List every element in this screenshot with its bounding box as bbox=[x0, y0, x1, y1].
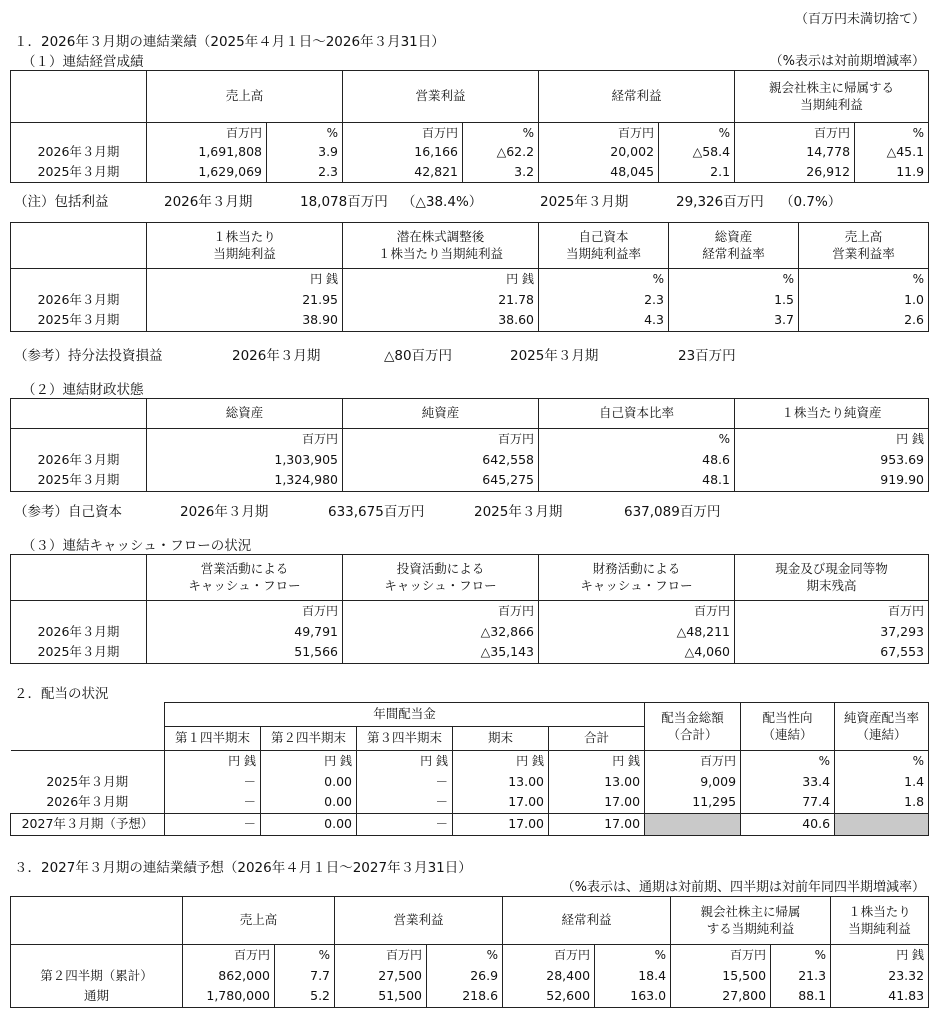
header-l2: キャッシュ・フロー bbox=[580, 577, 693, 593]
cell: 5.2 bbox=[275, 987, 335, 1008]
unit: 百万円 bbox=[735, 601, 929, 622]
cell: 21.95 bbox=[147, 290, 343, 311]
cell: 17.00 bbox=[549, 814, 645, 836]
cell: 48.1 bbox=[539, 471, 735, 492]
comprehensive-income-year2: 2025年３月期 bbox=[540, 194, 629, 210]
unit-pct: % bbox=[855, 123, 929, 143]
header-bps: １株当たり純資産 bbox=[735, 399, 929, 429]
header-equity-ratio: 自己資本比率 bbox=[539, 399, 735, 429]
header-total: 合計 bbox=[549, 727, 645, 751]
equity-method-year1: 2026年３月期 bbox=[232, 348, 321, 364]
corner-cell bbox=[11, 223, 147, 269]
cell: 26,912 bbox=[735, 163, 855, 183]
unit-pct: % bbox=[539, 269, 669, 290]
unit-pct: % bbox=[267, 123, 343, 143]
header-l2: 営業利益率 bbox=[832, 245, 895, 261]
row-label: 2025年３月期 bbox=[11, 163, 147, 183]
header-l2: キャッシュ・フロー bbox=[384, 577, 497, 593]
rounding-note: （百万円未満切捨て） bbox=[794, 12, 925, 27]
cell: － bbox=[357, 814, 453, 836]
section5-title: ３．2027年３月期の連結業績予想（2026年４月１日～2027年３月31日） bbox=[14, 860, 472, 876]
cell: 17.00 bbox=[453, 814, 549, 836]
unit-yen: 百万円 bbox=[343, 123, 463, 143]
row-label: 2026年３月期 bbox=[11, 290, 147, 311]
header-roa bbox=[669, 223, 799, 269]
cell: 0.00 bbox=[261, 814, 357, 836]
cell: 2.1 bbox=[659, 163, 735, 183]
corner-cell bbox=[11, 555, 147, 601]
cell: 21.3 bbox=[771, 966, 831, 987]
equity-method-value2: 23百万円 bbox=[678, 348, 736, 364]
unit: % bbox=[741, 751, 835, 772]
section5-pct-note: （%表示は、通期は対前期、四半期は対前年同四半期増減率） bbox=[561, 880, 925, 895]
equity-ref-value2: 637,089百万円 bbox=[624, 504, 721, 520]
header-l1: 配当金総額 bbox=[661, 709, 724, 725]
cell: △4,060 bbox=[539, 643, 735, 664]
cell: 13.00 bbox=[453, 772, 549, 793]
cell: － bbox=[165, 793, 261, 814]
cell: 1,780,000 bbox=[183, 987, 275, 1008]
cell: 23.32 bbox=[831, 966, 929, 987]
cell: 1.8 bbox=[835, 793, 929, 814]
header-l1: 自己資本 bbox=[578, 228, 629, 244]
header-l1: 潜在株式調整後 bbox=[396, 228, 485, 244]
header-l2: する当期純利益 bbox=[706, 920, 795, 936]
cell: 52,600 bbox=[503, 987, 595, 1008]
header-net-assets: 純資産 bbox=[343, 399, 539, 429]
row-label: 2025年３月期 bbox=[11, 643, 147, 664]
header-ordinary-profit: 経常利益 bbox=[539, 71, 735, 123]
cell: 77.4 bbox=[741, 793, 835, 814]
unit: % bbox=[427, 945, 503, 966]
section1-sub: （１）連結経営成績 bbox=[22, 54, 144, 70]
cell: 862,000 bbox=[183, 966, 275, 987]
cell: 218.6 bbox=[427, 987, 503, 1008]
unit: % bbox=[835, 751, 929, 772]
section2-sub: （２）連結財政状態 bbox=[22, 382, 144, 398]
unit: 百万円 bbox=[645, 751, 741, 772]
header-l2: 当期純利益 bbox=[848, 920, 911, 936]
row-label: 2026年３月期 bbox=[11, 143, 147, 163]
cell: △58.4 bbox=[659, 143, 735, 163]
cell: 2.6 bbox=[799, 311, 929, 332]
equity-method-year2: 2025年３月期 bbox=[510, 348, 599, 364]
unit: 円 銭 bbox=[831, 945, 929, 966]
corner-cell bbox=[11, 897, 183, 945]
cell: 18.4 bbox=[595, 966, 671, 987]
table-row bbox=[11, 987, 929, 1008]
cell: 33.4 bbox=[741, 772, 835, 793]
header-l1: 売上高 bbox=[844, 228, 883, 244]
unit: 円 銭 bbox=[735, 429, 929, 450]
equity-ref-year2: 2025年３月期 bbox=[474, 504, 563, 520]
unit: 百万円 bbox=[343, 429, 539, 450]
operating-results-table bbox=[10, 70, 929, 183]
header-eps bbox=[147, 223, 343, 269]
header-l1: 財務活動による bbox=[592, 560, 681, 576]
cell: 48.6 bbox=[539, 450, 735, 471]
cell: － bbox=[165, 814, 261, 836]
unit: 円 銭 bbox=[165, 751, 261, 772]
equity-method-label: （参考）持分法投資損益 bbox=[14, 348, 163, 364]
row-label: 2025年３月期 bbox=[11, 311, 147, 332]
cell: 1,629,069 bbox=[147, 163, 267, 183]
table-row bbox=[11, 793, 929, 814]
cell: 38.90 bbox=[147, 311, 343, 332]
table-row bbox=[11, 622, 929, 643]
section4-title: ２．配当の状況 bbox=[14, 686, 109, 702]
header-net-income-l1: 親会社株主に帰属する bbox=[769, 79, 895, 95]
header-sales: 売上高 bbox=[147, 71, 343, 123]
cell: 27,500 bbox=[335, 966, 427, 987]
header-eps bbox=[831, 897, 929, 945]
header-cash-end bbox=[735, 555, 929, 601]
unit: % bbox=[275, 945, 335, 966]
cell: 1.0 bbox=[799, 290, 929, 311]
cell: 14,778 bbox=[735, 143, 855, 163]
table-row bbox=[11, 471, 929, 492]
unit: 百万円 bbox=[539, 601, 735, 622]
table-row bbox=[11, 311, 929, 332]
corner-cell bbox=[11, 399, 147, 429]
cell: 27,800 bbox=[671, 987, 771, 1008]
cell: 13.00 bbox=[549, 772, 645, 793]
unit-row-label bbox=[11, 751, 165, 772]
unit-row-label bbox=[11, 429, 147, 450]
comprehensive-income-label: （注）包括利益 bbox=[14, 194, 109, 210]
cell: △45.1 bbox=[855, 143, 929, 163]
cell: △35,143 bbox=[343, 643, 539, 664]
unit: 円 銭 bbox=[357, 751, 453, 772]
unit-pct: % bbox=[669, 269, 799, 290]
cell: 645,275 bbox=[343, 471, 539, 492]
header-l2: 経常利益率 bbox=[702, 245, 765, 261]
header-net-income bbox=[671, 897, 831, 945]
cell: 7.7 bbox=[275, 966, 335, 987]
unit-pct: % bbox=[659, 123, 735, 143]
header-l2: （連結） bbox=[762, 726, 813, 742]
section1-pct-note: （%表示は対前期増減率） bbox=[769, 54, 925, 69]
table-row bbox=[11, 966, 929, 987]
cell: 15,500 bbox=[671, 966, 771, 987]
unit: 百万円 bbox=[147, 429, 343, 450]
header-year-end: 期末 bbox=[453, 727, 549, 751]
table-row bbox=[11, 163, 929, 183]
cell: 41.83 bbox=[831, 987, 929, 1008]
header-l2: 期末残高 bbox=[806, 577, 857, 593]
header-q2: 第２四半期末 bbox=[261, 727, 357, 751]
cell: 642,558 bbox=[343, 450, 539, 471]
unit-row-label bbox=[11, 269, 147, 290]
table-row bbox=[11, 290, 929, 311]
header-operating-margin bbox=[799, 223, 929, 269]
unit: 百万円 bbox=[147, 601, 343, 622]
cell: 9,009 bbox=[645, 772, 741, 793]
unit-row-label bbox=[11, 945, 183, 966]
header-l1: 総資産 bbox=[714, 228, 753, 244]
header-roe bbox=[539, 223, 669, 269]
unit-row-label bbox=[11, 601, 147, 622]
cell: 919.90 bbox=[735, 471, 929, 492]
header-q1: 第１四半期末 bbox=[165, 727, 261, 751]
cell: 88.1 bbox=[771, 987, 831, 1008]
cell: 16,166 bbox=[343, 143, 463, 163]
unit-yen-sen: 円 銭 bbox=[343, 269, 539, 290]
cell: 26.9 bbox=[427, 966, 503, 987]
header-doe bbox=[835, 703, 929, 751]
unit: 百万円 bbox=[671, 945, 771, 966]
unit: 百万円 bbox=[343, 601, 539, 622]
unit: 円 銭 bbox=[453, 751, 549, 772]
unit-yen-sen: 円 銭 bbox=[147, 269, 343, 290]
header-l2: キャッシュ・フロー bbox=[188, 577, 301, 593]
cell: 51,500 bbox=[335, 987, 427, 1008]
unit-yen: 百万円 bbox=[147, 123, 267, 143]
row-label: 第２四半期（累計） bbox=[11, 966, 183, 987]
equity-method-value1: △80百万円 bbox=[384, 348, 453, 364]
header-payout-ratio bbox=[741, 703, 835, 751]
comprehensive-income-value1: 18,078百万円 bbox=[300, 194, 388, 210]
cell: － bbox=[357, 793, 453, 814]
header-annual-dividend: 年間配当金 bbox=[165, 703, 645, 727]
corner-cell bbox=[11, 703, 165, 751]
header-l1: １株当たり bbox=[213, 228, 276, 244]
header-operating-cf bbox=[147, 555, 343, 601]
cell: 67,553 bbox=[735, 643, 929, 664]
row-label: 2025年３月期 bbox=[11, 772, 165, 793]
header-diluted-eps bbox=[343, 223, 539, 269]
table-row bbox=[11, 643, 929, 664]
equity-ref-year1: 2026年３月期 bbox=[180, 504, 269, 520]
row-label: 2026年３月期 bbox=[11, 622, 147, 643]
header-ordinary-profit: 経常利益 bbox=[503, 897, 671, 945]
unit: 百万円 bbox=[183, 945, 275, 966]
cell: 17.00 bbox=[549, 793, 645, 814]
cell: 48,045 bbox=[539, 163, 659, 183]
header-l1: 親会社株主に帰属 bbox=[700, 903, 801, 919]
cell: 1,324,980 bbox=[147, 471, 343, 492]
header-sales: 売上高 bbox=[183, 897, 335, 945]
unit: % bbox=[539, 429, 735, 450]
table-row bbox=[11, 143, 929, 163]
header-l1: 配当性向 bbox=[762, 709, 813, 725]
header-l2: 当期純利益率 bbox=[565, 245, 641, 261]
cell: 953.69 bbox=[735, 450, 929, 471]
row-label: 2026年３月期 bbox=[11, 450, 147, 471]
cell: 1.4 bbox=[835, 772, 929, 793]
cell: 0.00 bbox=[261, 772, 357, 793]
cell: － bbox=[165, 772, 261, 793]
header-total-dividend bbox=[645, 703, 741, 751]
forecast-table bbox=[10, 896, 929, 1008]
cell: － bbox=[357, 772, 453, 793]
cell: 38.60 bbox=[343, 311, 539, 332]
corner-cell bbox=[11, 71, 147, 123]
comprehensive-income-pct1: （△38.4%） bbox=[402, 194, 483, 210]
table-row-forecast bbox=[11, 814, 929, 836]
header-l2: （合計） bbox=[667, 726, 718, 742]
comprehensive-income-value2: 29,326百万円 bbox=[676, 194, 764, 210]
cell: 2.3 bbox=[267, 163, 343, 183]
unit-pct: % bbox=[799, 269, 929, 290]
cell: △48,211 bbox=[539, 622, 735, 643]
cell: 0.00 bbox=[261, 793, 357, 814]
row-label: 通期 bbox=[11, 987, 183, 1008]
dividends-table bbox=[10, 702, 929, 836]
header-operating-profit: 営業利益 bbox=[343, 71, 539, 123]
per-share-table bbox=[10, 222, 929, 332]
cell: 37,293 bbox=[735, 622, 929, 643]
cell: 20,002 bbox=[539, 143, 659, 163]
cell-shaded bbox=[645, 814, 741, 836]
comprehensive-income-year1: 2026年３月期 bbox=[164, 194, 253, 210]
comprehensive-income-pct2: （0.7%） bbox=[780, 194, 842, 210]
unit-row-label bbox=[11, 123, 147, 143]
header-l2: 当期純利益 bbox=[213, 245, 276, 261]
header-net-income bbox=[735, 71, 929, 123]
cell: 3.7 bbox=[669, 311, 799, 332]
header-investing-cf bbox=[343, 555, 539, 601]
cell: 11,295 bbox=[645, 793, 741, 814]
header-l2: （連結） bbox=[856, 726, 907, 742]
header-operating-profit: 営業利益 bbox=[335, 897, 503, 945]
unit: 百万円 bbox=[503, 945, 595, 966]
unit: % bbox=[595, 945, 671, 966]
header-l1: 純資産配当率 bbox=[844, 709, 920, 725]
cell: 28,400 bbox=[503, 966, 595, 987]
unit-yen: 百万円 bbox=[539, 123, 659, 143]
row-label: 2027年３月期（予想） bbox=[11, 814, 165, 836]
cell: 1,303,905 bbox=[147, 450, 343, 471]
cash-flow-table bbox=[10, 554, 929, 664]
header-l1: 営業活動による bbox=[200, 560, 289, 576]
cell: 1.5 bbox=[669, 290, 799, 311]
section3-sub: （３）連結キャッシュ・フローの状況 bbox=[22, 538, 252, 554]
header-l2: １株当たり当期純利益 bbox=[377, 245, 503, 261]
cell: 2.3 bbox=[539, 290, 669, 311]
unit: 円 銭 bbox=[549, 751, 645, 772]
header-financing-cf bbox=[539, 555, 735, 601]
cell: 42,821 bbox=[343, 163, 463, 183]
cell: 1,691,808 bbox=[147, 143, 267, 163]
table-row bbox=[11, 772, 929, 793]
cell: 4.3 bbox=[539, 311, 669, 332]
cell: △32,866 bbox=[343, 622, 539, 643]
row-label: 2026年３月期 bbox=[11, 793, 165, 814]
cell: 17.00 bbox=[453, 793, 549, 814]
unit: 円 銭 bbox=[261, 751, 357, 772]
header-q3: 第３四半期末 bbox=[357, 727, 453, 751]
unit-pct: % bbox=[463, 123, 539, 143]
cell: 40.6 bbox=[741, 814, 835, 836]
row-label: 2025年３月期 bbox=[11, 471, 147, 492]
equity-ref-label: （参考）自己資本 bbox=[14, 504, 122, 520]
unit: % bbox=[771, 945, 831, 966]
unit-yen: 百万円 bbox=[735, 123, 855, 143]
cell: △62.2 bbox=[463, 143, 539, 163]
cell: 3.2 bbox=[463, 163, 539, 183]
header-l1: １株当たり bbox=[848, 903, 911, 919]
header-l1: 現金及び現金同等物 bbox=[775, 560, 888, 576]
financial-position-table bbox=[10, 398, 929, 492]
unit: 百万円 bbox=[335, 945, 427, 966]
section1-title: １．2026年３月期の連結業績（2025年４月１日～2026年３月31日） bbox=[14, 34, 445, 50]
cell: 21.78 bbox=[343, 290, 539, 311]
cell: 11.9 bbox=[855, 163, 929, 183]
header-net-income-l2: 当期純利益 bbox=[800, 96, 863, 112]
cell: 163.0 bbox=[595, 987, 671, 1008]
table-row bbox=[11, 450, 929, 471]
header-total-assets: 総資産 bbox=[147, 399, 343, 429]
cell: 49,791 bbox=[147, 622, 343, 643]
equity-ref-value1: 633,675百万円 bbox=[328, 504, 425, 520]
cell: 3.9 bbox=[267, 143, 343, 163]
cell-shaded bbox=[835, 814, 929, 836]
cell: 51,566 bbox=[147, 643, 343, 664]
header-l1: 投資活動による bbox=[396, 560, 485, 576]
